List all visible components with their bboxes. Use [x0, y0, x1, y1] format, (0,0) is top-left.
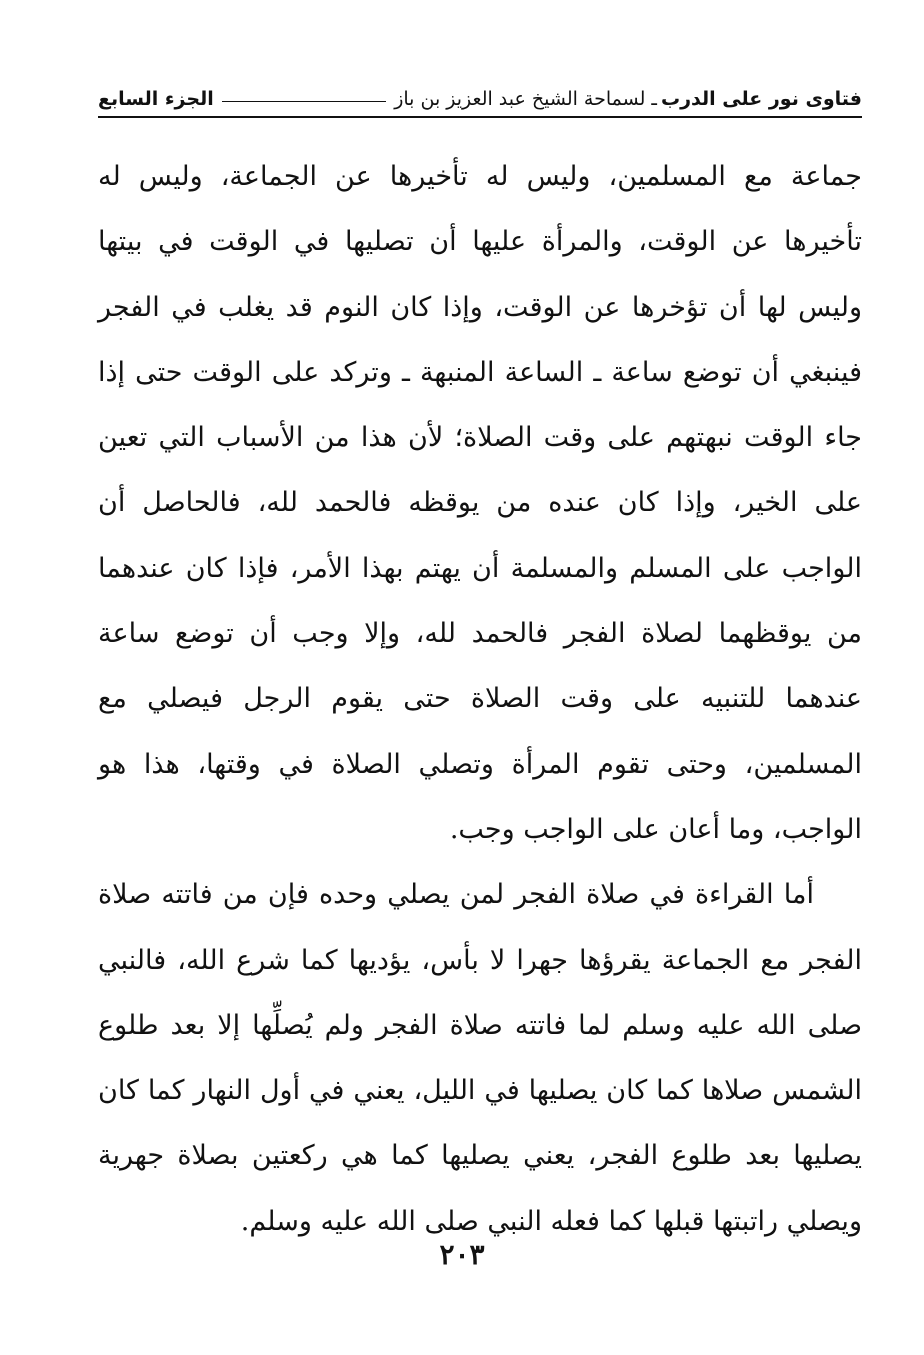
- page-number: ٢٠٣: [439, 1238, 485, 1271]
- author-line: [214, 88, 657, 110]
- volume-label: الجزء السابع: [98, 88, 214, 110]
- book-title: فتاوى نور على الدرب: [661, 88, 862, 110]
- paragraph-1: جماعة مع المسلمين، وليس له تأخيرها عن الجماعة، وليس له تأخيرها عن الوقت، والمرأة عليها أن تصليها في الوقت في بيتها وليس لها أن تؤخرها عن الوقت، وإذا كان النوم قد يغلب في الفجر فينبغي أن توضع ساعة ـ الساعة المنبهة ـ وتركد على الوقت حتى إذا جاء الوقت نبهتهم على وقت الصلاة؛ لأن هذا من الأسباب التي تعين على الخير، وإذا كان عنده من يوقظه فالحمد لله، فالحاصل أن الواجب على المسلم والمسلمة أن يهتم بهذا الأمر، فإذا كان عندهما من يوقظهما لصلاة الفجر فالحمد لله، وإلا وجب أن توضع ساعة عندهما للتنبيه على وقت الصلاة حتى يقوم الرجل فيصلي مع المسلمين، وحتى تقوم المرأة وتصلي الصلاة في وقتها، هذا هو الواجب، وما أعان على الواجب وجب.: [98, 161, 862, 845]
- main-text: [98, 144, 862, 1254]
- author-name: ـ لسماحة الشيخ عبد العزيز بن باز: [394, 88, 657, 110]
- paragraph-2: أما القراءة في صلاة الفجر لمن يصلي وحده فإن من فاتته صلاة الفجر مع الجماعة يقرؤها جهرا لا بأس، يؤديها كما شرع الله، فالنبي صلى الله عليه وسلم لما فاتته صلاة الفجر ولم يُصلِّها إلا بعد طلوع الشمس صلاها كما كان يصليها في الليل، يعني في أول النهار كما كان يصليها بعد طلوع الفجر، يعني يصليها كما هي ركعتين بصلاة جهرية ويصلي راتبتها قبلها كما فعله النبي صلى الله عليه وسلم.: [98, 879, 862, 1237]
- running-header: [98, 78, 862, 118]
- header-dash-rule: [222, 101, 386, 102]
